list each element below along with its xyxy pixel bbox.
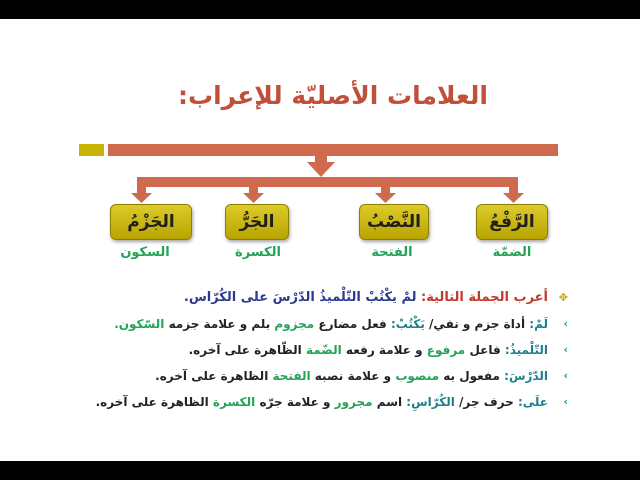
arrow-head-2	[243, 193, 264, 204]
sign-damma: الضمّة	[492, 245, 532, 260]
connector-branch-bar	[137, 177, 517, 187]
chevron-bullet-icon: ›	[563, 395, 568, 408]
case-box-nasb: النَّصْبُ	[359, 204, 429, 240]
arrow-head-1	[131, 193, 152, 204]
exercise-block	[70, 285, 568, 415]
exercise-prompt: أعرب الجملة التالية:	[421, 290, 548, 305]
analysis-row-1: › لَمْ: أداة جزم و نفي/ يَكْتُبْ: فعل مضارع مجزوم بلم و علامة جزمه السّكون.	[70, 311, 568, 337]
chevron-bullet-icon: ›	[563, 343, 568, 356]
yellow-marker	[79, 144, 104, 156]
case-box-jazm: الجَزْمُ	[110, 204, 192, 240]
analysis-row-4: › علَى: حرف جر/ الكُرّاسِ: اسم مجرور و علامة جرّه الكسرة الظاهرة على آخره.	[70, 389, 568, 415]
analysis-row-3: › الدّرْسَ: مفعول به منصوب و علامة نصبه الفتحة الظاهرة على آخره.	[70, 363, 568, 389]
exercise-sentence: لمْ يكْتُبْ التّلْميذُ الدّرْسَ على الكُرّاس.	[183, 290, 417, 305]
sign-kasra: الكسرة	[235, 245, 281, 260]
sign-sukun: السكون	[120, 245, 170, 260]
exercise-prompt-line	[70, 285, 568, 311]
arrow-head-3	[375, 193, 396, 204]
case-box-raf: الرَّفْعُ	[476, 204, 548, 240]
chevron-bullet-icon: ›	[563, 317, 568, 330]
star-bullet-icon: ✥	[558, 291, 568, 304]
slide	[0, 19, 640, 461]
chevron-bullet-icon: ›	[563, 369, 568, 382]
connector-main-bar	[108, 144, 558, 156]
arrow-head-4	[503, 193, 524, 204]
sign-fatha: الفتحة	[371, 245, 413, 260]
page-title: العلامات الأصليّة للإعراب:	[177, 81, 488, 110]
case-box-jarr: الجَرُّ	[225, 204, 289, 240]
connector-arrow-down	[307, 162, 335, 178]
analysis-row-2: › التّلْميذُ: فاعل مرفوع و علامة رفعه الضّمة الظّاهرة على آخره.	[70, 337, 568, 363]
